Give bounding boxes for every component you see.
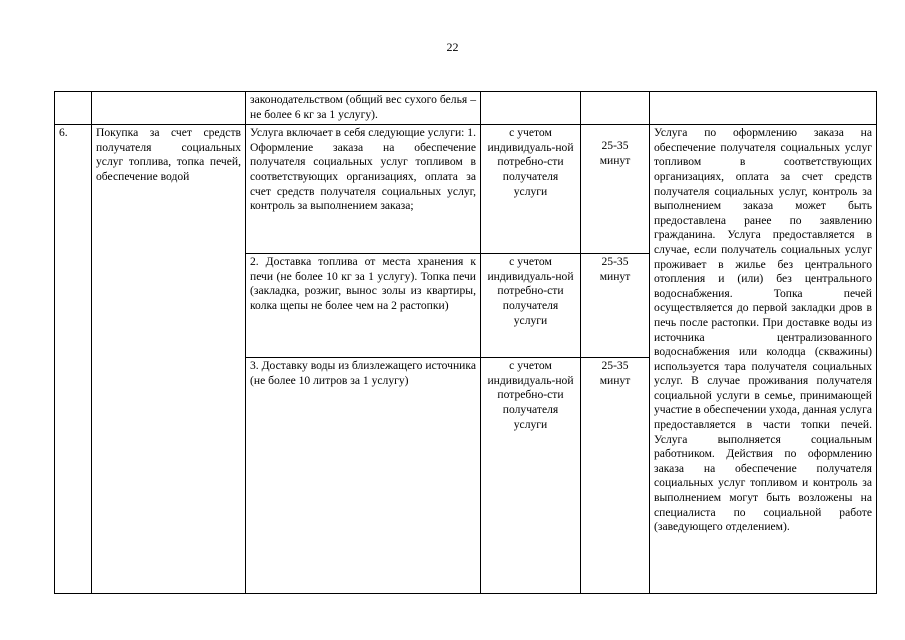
cell-frequency-empty	[481, 92, 581, 125]
cell-frequency-3: с учетом индивидуаль-ной потребно-сти получателя услуги	[481, 358, 581, 594]
cell-time-3: 25-35 минут	[581, 358, 650, 594]
table-row-continuation	[55, 92, 877, 125]
cell-number-empty	[55, 92, 92, 125]
cell-time-2: 25-35 минут	[581, 254, 650, 358]
cell-service-tail: законодательством (общий вес сухого белья – не более 6 кг за 1 услугу).	[246, 92, 481, 125]
cell-frequency-2: с учетом индивидуаль-ной потребно-сти получателя услуги	[481, 254, 581, 358]
services-table	[54, 91, 877, 594]
cell-frequency-1: с учетом индивидуаль-ной потребно-сти получателя услуги	[481, 125, 581, 254]
page-number: 22	[446, 40, 459, 54]
cell-time-1: 25-35 минут	[581, 125, 650, 254]
cell-subservice-1: Услуга включает в себя следующие услуги: 1. Оформление заказа на обеспечение получателя социальных услуг топливом в соответствующих организациях, оплата за счет средств получателя социальных услуг, контроль за выполнением заказа;	[246, 125, 481, 254]
table-row-item-6	[55, 125, 877, 254]
cell-subservice-3: 3. Доставку воды из близлежащего источника (не более 10 литров за 1 услугу)	[246, 358, 481, 594]
cell-name-empty	[92, 92, 246, 125]
cell-item-number: 6.	[55, 125, 92, 594]
cell-item-name: Покупка за счет средств получателя социальных услуг топлива, топка печей, обеспечение водой	[92, 125, 246, 594]
cell-time-empty	[581, 92, 650, 125]
cell-subservice-2: 2. Доставка топлива от места хранения к печи (не более 10 кг за 1 услугу). Топка печи (закладка, розжиг, вынос золы из квартиры, колка щепы не более чем на 2 растопки)	[246, 254, 481, 358]
cell-note-empty	[650, 92, 877, 125]
cell-item-note: Услуга по оформлению заказа на обеспечение получателя социальных услуг топливом в соответствующих организациях, оплата за счет средств получателя социальных услуг, контроль за выполнением заказа может быть предоставлена ранее по заявлению гражданина. Услуга предоставляется в случае, если получатель социальных услуг проживает в жилье без центрального отопления и (или) без центрального водоснабжения. Топка печей осуществляется до первой закладки дров в печь после растопки. При доставке воды из источника централизованного водоснабжения или колодца (скважины) используется тара получателя социальных услуг. В случае проживания получателя социальной услуги в семье, принимающей участие в обеспечении ухода, данная услуга предоставляется в части топки печей. Услуга выполняется социальным работником. Действия по оформлению заказа на обеспечение получателя социальных услуг топливом и контроль за выполнением могут быть возложены на специалиста по социальной работе (заведующего отделением).	[650, 125, 877, 594]
